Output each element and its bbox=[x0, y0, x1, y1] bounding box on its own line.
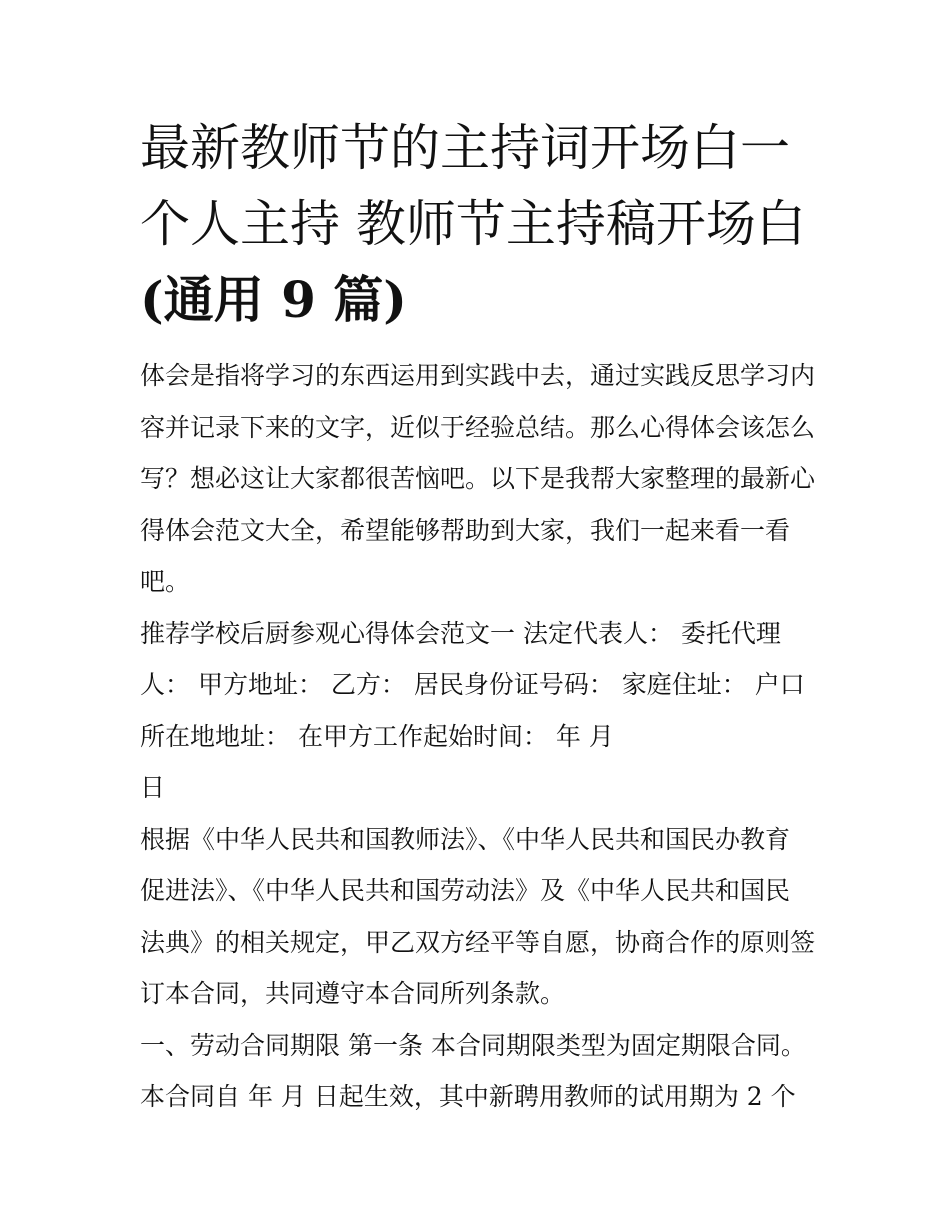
text-line: 所在地地址： 在甲方工作起始时间： 年 月 bbox=[140, 721, 614, 751]
legal-basis-paragraph bbox=[140, 814, 820, 1020]
title-line: 个人主持 教师节主持稿开场白 bbox=[140, 195, 806, 253]
text-line: 容并记录下来的文字，近似于经验总结。那么心得体会该怎么 bbox=[140, 412, 816, 442]
contract-term-paragraph bbox=[140, 1020, 820, 1123]
text-line: 促进法》、《中华人民共和国劳动法》及《中华人民共和国民 bbox=[140, 876, 791, 905]
title-line: 最新教师节的主持词开场白一 bbox=[140, 119, 790, 177]
text-line: 推荐学校后厨参观心得体会范文一 法定代表人： 委托代理 bbox=[140, 618, 781, 648]
parties-paragraph bbox=[140, 608, 820, 814]
text-line: 写？想必这让大家都很苦恼吧。以下是我帮大家整理的最新心 bbox=[140, 464, 816, 493]
text-line: 体会是指将学习的东西运用到实践中去，通过实践反思学习内 bbox=[140, 361, 816, 390]
text-line: 人： 甲方地址： 乙方： 居民身份证号码： 家庭住址： 户口 bbox=[140, 670, 805, 699]
document-page bbox=[140, 110, 820, 1123]
title-line: (通用 9 篇) bbox=[140, 270, 407, 329]
text-line: 本合同自 年 月 日起生效，其中新聘用教师的试用期为 2 个 bbox=[140, 1082, 796, 1111]
text-line: 法典》的相关规定，甲乙双方经平等自愿，协商合作的原则签 bbox=[140, 927, 816, 957]
text-line: 得体会范文大全，希望能够帮助到大家，我们一起来看一看 bbox=[140, 515, 791, 545]
text-line: 根据《中华人民共和国教师法》、《中华人民共和国民办教育 bbox=[140, 824, 791, 854]
text-line: 日 bbox=[140, 773, 166, 802]
text-line: 一、劳动合同期限 第一条 本合同期限类型为固定期限合同。 bbox=[140, 1030, 806, 1060]
intro-paragraph bbox=[140, 350, 820, 608]
document-title bbox=[140, 110, 820, 338]
text-line: 订本合同，共同遵守本合同所列条款。 bbox=[140, 979, 566, 1008]
text-line: 吧。 bbox=[140, 567, 191, 596]
